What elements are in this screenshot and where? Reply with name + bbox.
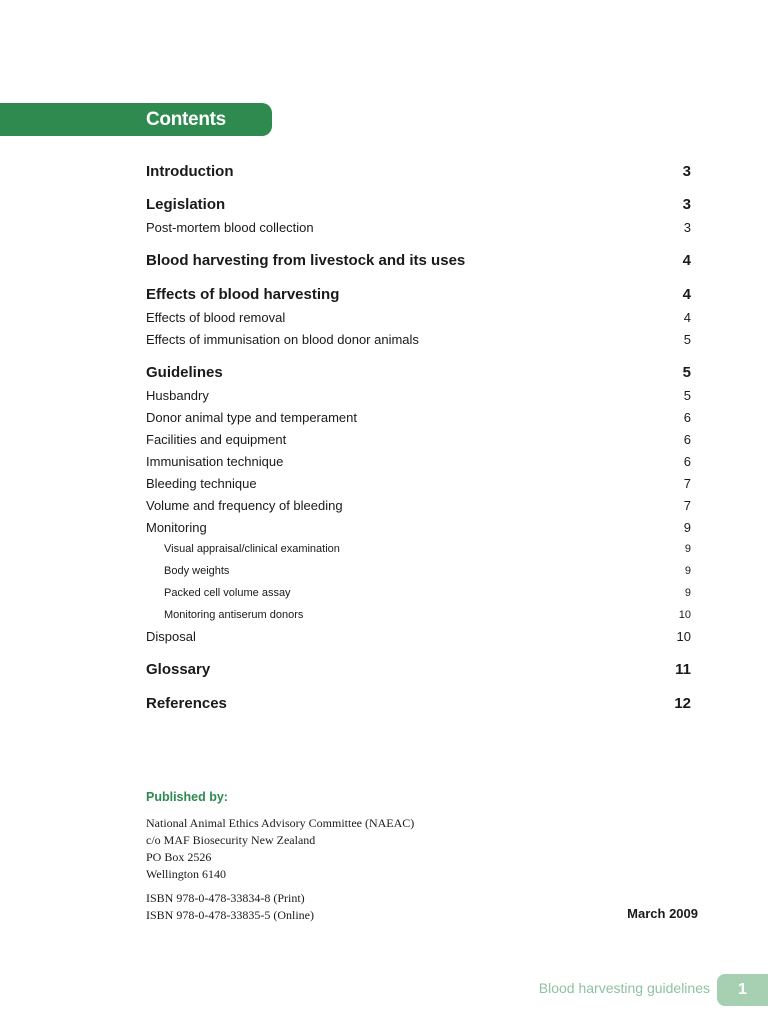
page-number: 1 [738,981,747,998]
toc-entry-title: Volume and frequency of bleeding [146,498,343,513]
toc-entry[interactable] [146,388,691,403]
contents-tab-banner [0,103,272,136]
toc-entry-page: 9 [683,520,691,535]
toc-entry-title: Introduction [146,163,234,180]
toc-entry-page: 4 [683,310,691,325]
publisher-line: National Animal Ethics Advisory Committee (NAEAC) [146,816,415,830]
toc-entry[interactable] [146,432,691,447]
toc-entry[interactable] [146,252,691,269]
toc-entry[interactable] [146,220,691,235]
publication-date: March 2009 [627,906,698,921]
toc-entry[interactable] [146,364,691,381]
toc-entry-page: 3 [682,196,691,213]
toc-entry-title: Effects of immunisation on blood donor animals [146,332,419,347]
toc-entry-title: Guidelines [146,364,223,381]
toc-entry[interactable] [146,498,691,513]
page-number-tab [717,974,768,1006]
toc-entry-page: 7 [683,476,691,491]
toc-entry-page: 11 [675,661,691,678]
toc-entry-title: Effects of blood harvesting [146,286,340,303]
toc-entry-page: 3 [683,220,691,235]
toc-entry[interactable] [146,310,691,325]
toc-entry[interactable] [164,543,691,555]
toc-entry-title: Disposal [146,629,196,644]
toc-entry-title: Blood harvesting from livestock and its uses [146,252,466,269]
toc-entry-page: 5 [683,388,691,403]
toc-entry-page: 12 [674,695,691,712]
toc-entry-page: 7 [683,498,691,513]
toc-entry[interactable] [146,454,691,469]
toc-entry[interactable] [146,520,691,535]
isbn-block [146,890,314,924]
publisher-address [146,815,414,883]
toc-entry-page: 10 [678,609,691,621]
toc-entry-page: 10 [676,629,691,644]
publisher-line: PO Box 2526 [146,850,212,864]
toc-entry-page: 5 [683,332,691,347]
footer-document-title: Blood harvesting guidelines [538,980,710,996]
toc-entry-title: Donor animal type and temperament [146,410,358,425]
toc-entry[interactable] [146,286,691,303]
toc-entry-page: 9 [684,565,691,577]
publisher-line: c/o MAF Biosecurity New Zealand [146,833,316,847]
toc-entry-title: Facilities and equipment [146,432,287,447]
toc-entry-title: Post-mortem blood collection [146,220,314,235]
toc-entry-title: Monitoring [146,520,207,535]
toc-entry-title: Body weights [164,565,230,577]
toc-entry-title: Packed cell volume assay [164,587,291,599]
published-by-label: Published by: [146,790,228,804]
toc-entry-title: Legislation [146,196,226,213]
toc-entry-page: 4 [682,252,691,269]
toc-entry-page: 9 [684,543,691,555]
toc-entry-title: Visual appraisal/clinical examination [164,543,340,555]
toc-entry[interactable] [164,609,691,621]
toc-entry-page: 6 [683,432,691,447]
isbn-line: ISBN 978-0-478-33834-8 (Print) [146,891,305,905]
toc-entry-title: Husbandry [146,388,209,403]
toc-entry[interactable] [146,629,691,644]
toc-entry-page: 3 [682,163,691,180]
toc-entry[interactable] [146,410,691,425]
toc-entry-page: 6 [683,454,691,469]
toc-entry[interactable] [146,163,691,180]
toc-entry[interactable] [164,565,691,577]
isbn-line: ISBN 978-0-478-33835-5 (Online) [146,908,314,922]
toc-entry[interactable] [146,476,691,491]
toc-entry-title: Monitoring antiserum donors [164,609,304,621]
toc-entry-page: 5 [682,364,691,381]
toc-entry[interactable] [146,196,691,213]
toc-entry-title: Glossary [146,661,211,678]
toc-entry[interactable] [164,587,691,599]
toc-entry-page: 6 [683,410,691,425]
toc-entry-page: 4 [682,286,691,303]
toc-entry-title: Bleeding technique [146,476,257,491]
publisher-line: Wellington 6140 [146,867,227,881]
toc-entry[interactable] [146,695,691,712]
toc-entry-page: 9 [684,587,691,599]
toc-entry-title: Immunisation technique [146,454,284,469]
toc-entry-title: Effects of blood removal [146,310,286,325]
toc-entry-title: References [146,695,227,712]
page-title: Contents [146,109,226,130]
toc-entry[interactable] [146,332,691,347]
toc-entry[interactable] [146,661,691,678]
